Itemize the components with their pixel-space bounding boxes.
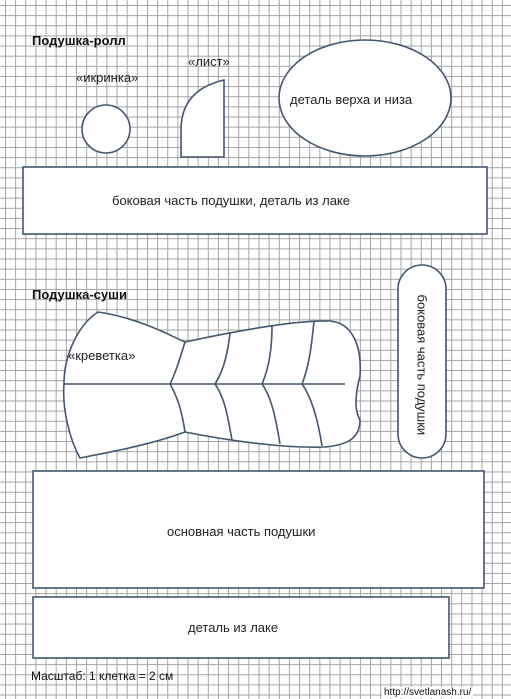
sushi-main-label: основная часть подушки [167,524,316,539]
sushi-lake-label: деталь из лаке [188,620,279,635]
shrimp-label: «креветка» [68,348,136,363]
scale-note: Масштаб: 1 клетка = 2 см [31,669,174,683]
site-watermark: http://svetlanash.ru/ [384,687,472,698]
roll-title: Подушка-ролл [32,33,126,48]
top-bottom-label: деталь верха и низа [290,92,413,107]
leaf-label: «лист» [188,54,230,69]
ikrinka-label: «икринка» [76,70,139,85]
leaf-shape [181,80,224,157]
sushi-side-label: боковая часть подушки [414,294,430,436]
shrimp-shape [64,312,361,458]
sushi-title: Подушка-суши [32,287,127,302]
roll-side-label: боковая часть подушки, деталь из лаке [112,193,350,208]
ikrinka-circle [82,105,130,153]
